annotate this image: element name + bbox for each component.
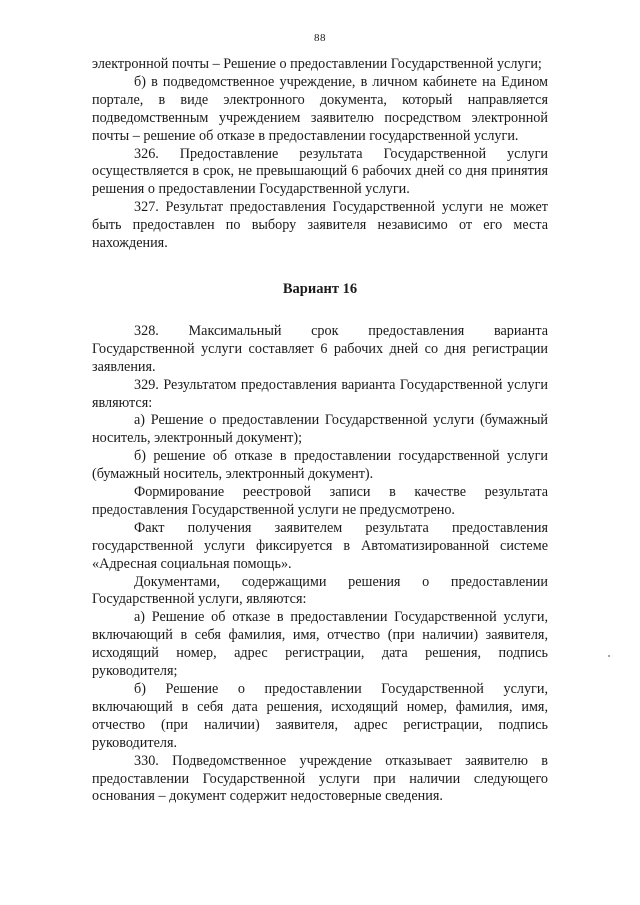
paragraph-328: 328. Максимальный срок предоставления варианта Государственной услуги составляет 6 рабочих дней со дня регистрации заявления. xyxy=(92,322,548,375)
document-body xyxy=(92,56,548,806)
paragraph-registry-record: Формирование реестровой записи в качестве результата предоставления Государственной услуги не предусмотрено. xyxy=(92,484,548,518)
paragraph-result-fact: Факт получения заявителем результата предоставления государственной услуги фиксируется в Автоматизированной системе «Адресная социальная помощь». xyxy=(92,519,548,572)
paragraph-326: 326. Предоставление результата Государственной услуги осуществляется в срок, не превышающий 6 рабочих дней со дня принятия решения о предоставлении Государственной услуги. xyxy=(92,145,548,198)
paragraph-continuation: электронной почты – Решение о предоставлении Государственной услуги; xyxy=(92,56,542,72)
page-number: 88 xyxy=(314,32,326,44)
paragraph-documents: Документами, содержащими решения о предоставлении Государственной услуги, являются: xyxy=(92,573,548,608)
paragraph-329: 329. Результатом предоставления варианта Государственной услуги являются: xyxy=(92,376,548,411)
section-title: Вариант 16 xyxy=(282,280,358,297)
paragraph-documents-b: б) Решение о предоставлении Государственной услуги, включающий в себя дата решения, исходящий номер, фамилия, имя, отчество (при наличии) заявителя, адрес регистрации, подпись руководителя. xyxy=(92,681,548,751)
scan-speck xyxy=(608,655,610,657)
paragraph-documents-a: а) Решение об отказе в предоставлении Государственной услуги, включающий в себя фамилия, имя, отчество (при наличии) заявителя, исходящий номер, адрес регистрации, дата решения, подпись руководителя; xyxy=(92,609,548,680)
paragraph-327: 327. Результат предоставления Государственной услуги не может быть предоставлен по выбору заявителя независимо от его места нахождения. xyxy=(92,199,548,252)
paragraph-330: 330. Подведомственное учреждение отказывает заявителю в предоставлении Государственной услуги при наличии следующего основания – документ содержит недостоверные сведения. xyxy=(92,752,548,805)
paragraph-subitem-b: б) в подведомственное учреждение, в личном кабинете на Едином портале, в виде электронного документа, который направляется подведомственным учреждением заявителю посредством электронной почты – решение об отказе в предоставлении государственной услуги. xyxy=(92,73,548,144)
paragraph-329-b: б) решение об отказе в предоставлении государственной услуги (бумажный носитель, электронный документ). xyxy=(92,448,548,483)
paragraph-329-a: а) Решение о предоставлении Государственной услуги (бумажный носитель, электронный документ); xyxy=(92,412,548,447)
